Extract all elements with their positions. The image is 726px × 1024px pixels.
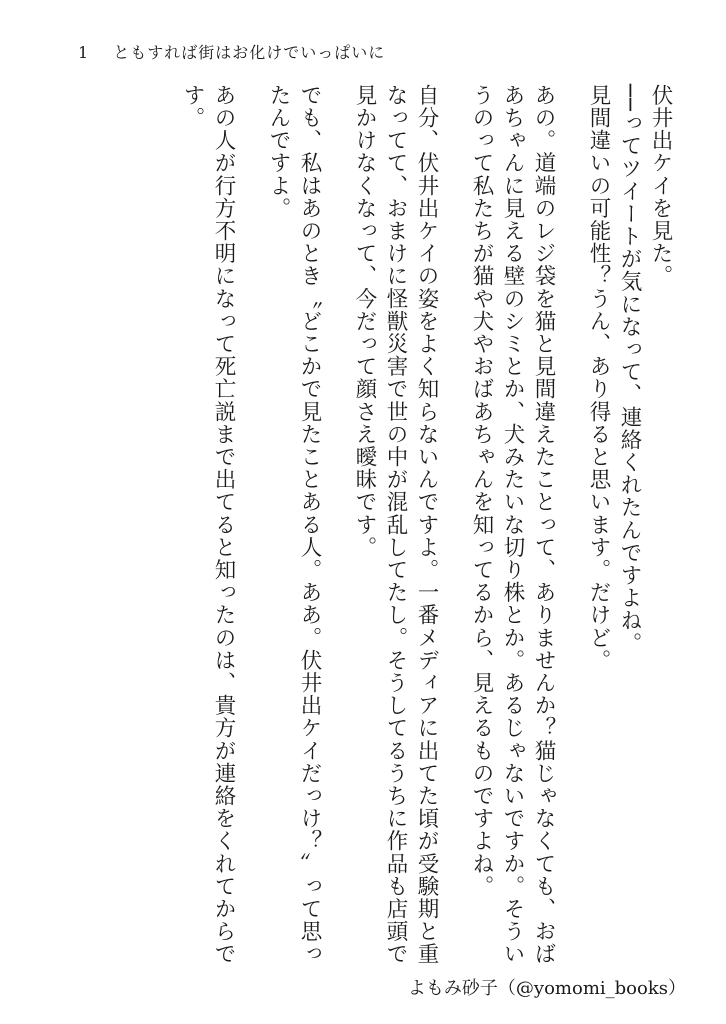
paragraph-4: あの。道端のレジ袋を猫と見間違えたことって、ありませんか？猫じゃなくても、おばあちゃんに見える壁のシミとか、犬みたいな切り株とか。あるじゃないですか。そういうのって私たちが猫や犬やおばあちゃんを知ってるから、見えるものですよね。 — [469, 84, 556, 966]
paragraph-5: 自分、伏井出ケイの姿をよく知らないんですよ。一番メディアに出てた頃が受験期と重なってて、おまけに怪獣災害で世の中が混乱してたし。そうしてるうちに作品も店頭で見かけなくなって、今だって顔さえ曖昧です。 — [352, 84, 439, 966]
paragraph-2: ──ってツイートが気になって、連絡くれたんですよね。 — [617, 84, 642, 655]
paragraph-6: でも、私はあのとき〝どこかで見たことある人。ああ。伏井出ケイだっけ？〟って思ったんですよ。 — [266, 84, 322, 966]
paragraph-1: 伏井出ケイを見た。 — [648, 84, 673, 288]
author-credit: よもみ砂子（@yomomi_books） — [407, 978, 686, 999]
chapter-title: ともすれば街はお化けでいっぱいに — [113, 43, 386, 62]
page-header — [78, 40, 385, 63]
paragraph-3: 見間違いの可能性？うん、あり得ると思います。だけど。 — [586, 84, 611, 672]
page-number: 1 — [78, 43, 90, 62]
vertical-body-text — [177, 84, 676, 984]
paragraph-7: あの人が行方不明になって死亡説まで出てると知ったのは、貴方が連絡をくれてからです。 — [180, 84, 236, 966]
